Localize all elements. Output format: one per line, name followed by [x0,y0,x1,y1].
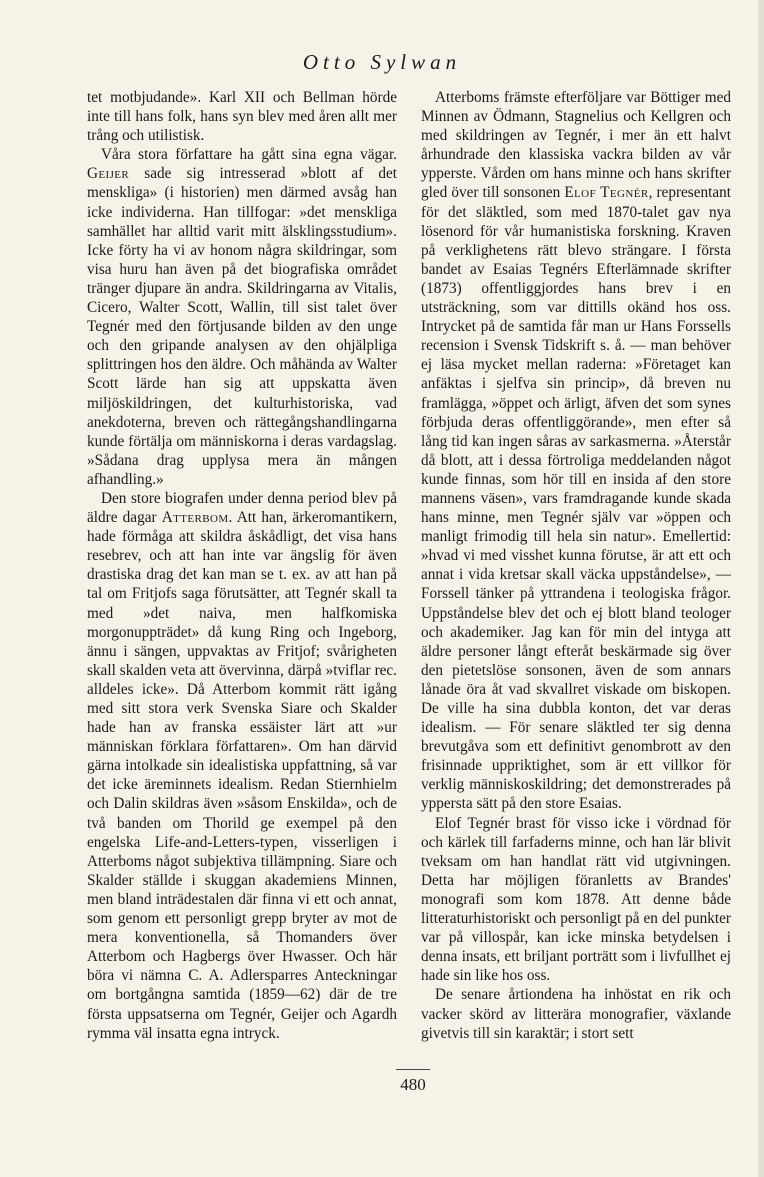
right-column-paragraph [421,985,731,1042]
text-run: Våra stora författare ha gått sina egna vägar. [101,146,397,164]
right-column [421,88,731,1043]
page-number: 480 [400,1075,426,1094]
name-smallcaps: Atterbom [161,509,229,527]
running-header: Otto Sylwan [302,50,462,74]
name-smallcaps: Elof Tegnér [564,184,649,202]
text-run: , representant för det släktled, som med 1870-talet gav nya lösenord för vår humanistiska forskning. Kraven på verklighetens rätt blevo strängare. I första bandet av Esaias Tegnérs Efterlämnade skrifter (1873) offentliggjordes hans brev i en utsträckning, som var dittills okänd hos oss. Intrycket på de samtida får man ur Hans Forssells recension i Svensk Tidskrift s. å. — man behöver ej läsa mycket mellan raderna: »Företaget kan anfäktas i sjelfva sin princip», då breven nu framlägga, »öppet och ärligt, äfven det som synes förbjuda deras offentliggörande», men efter så lång tid kan ingen såras av sarkasmerna. »Återstår då blott, att i dessa förtroliga meddelanden något kunde finnas, som hör till en insida af den store mannens väsen», vars framdragande kunde skada hans minne, men Tegnér själv var »öppen och manligt frimodig till hela sin natur». Emellertid: »hvad vi med visshet kunna förutse, är att ett och annat i vida kretsar skall väcka uppståndelse», — Forssell tänker på yttrandena i teologiska frågor. Uppståndelse blev det och ej blott bland teologer och akademiker. Jag kan för min del intyga att äldre personer långt efteråt beskärmade sig över den pietetslöse sonsonen, även de som annars lånade öra åt vad skvallret viskade om biskopen. De ville ha sina dubbla konton, det var deras idealism. — För senare släktled ter sig denna brevutgåva som ett definitivt genombrott av den frisinnade uppriktighet, som är ett villkor för verklig människoskildring; det demonstrerades på yppersta sätt på den store Esaias. [421,184,731,813]
text-run: sade sig intresserad »blott af det menskliga» (i historien) men därmed avsåg han icke individerna. Han tillfogar: »det menskliga samhället har alltid varit mitt älsklingsstudium». Icke förty ha vi av honom några skildringar, som visa huru han även på det biografiska området tränger djupare än andra. Skildringarna av Vitalis, Cicero, Walter Scott, Wallin, till sist talet över Tegnér med den förtjusande bilden av den unge och den gripande analysen av den ohjälpliga splittringen hos den äldre. Och måhända av Walter Scott lärde han sig att uppskatta även miljöskildringen, det kulturhistoriska, vad anekdoterna, breven och rättegångshandlingarna kunde förtälja om människorna i deras vardagslag. »Sådana drag upplysa mera än mången afhandling.» [87,165,397,488]
text-run: De senare årtiondena ha inhöstat en rik och vacker skörd av litterära monografier, växlande givetvis till sin karaktär; i stort sett [421,986,731,1042]
left-column [87,88,397,1043]
page-edge [758,0,764,1177]
footer-rule [396,1069,430,1070]
text-run: Den store biografen under denna period blev på äldre dagar [87,489,397,527]
left-column-paragraph [87,145,397,489]
right-column-paragraph [421,814,731,986]
text-run: Atterboms främste efterföljare var Böttiger med Minnen av Ödmann, Stagnelius och Kellgren och med skildringen av Tegnér, i mer än ett halvt århundrade den klassiska vackra bilden av vår ypperste. Vården om hans minne och hans skrifter gled över till sonsonen [421,89,731,202]
left-column-paragraph [87,489,397,1043]
text-run: . Att han, ärkeromantikern, hade förmåga att skildra åskådligt, det visa hans resebrev, och att han inte var ängslig för även drastiska drag det kan man se t. ex. av att han på tal om Fritjofs saga förutsätter, att Tegnér skall ta med »det naiva, men halfkomiska morgonuppträdet» då kung Ring och Ingeborg, ännu i sängen, uppvaktas av Fritjof; svårigheten skall skalden veta att övervinna, därpå »tviflar rec. alldeles icke». Då Atterbom kommit rätt igång med sitt stora verk Svenska Siare och Skalder hade han av franska essäister lärt att »ur människan förklara författaren». Om han därvid gärna intolkade sin idealistiska uppfattning, så var det icke äreminnets idealism. Redan Stiernhielm och Dalin skildras även »såsom Enskilda», och de två banden om Thorild ge exempel på den engelska Life-and-Letters-typen, visserligen i Atterboms något subjektiva tillämpning. Siare och Skalder ställde i skuggan akademiens Minnen, men bland inträdestalen där finna vi ett och annat, som genom ett personligt grepp bryter av mot de mera konventionella, så Thomanders över Atterbom och Hagbergs över Hwasser. Och här böra vi nämna C. A. Adlersparres Anteckningar om bortgångna samtida (1859—62) där de tre första uppsatserna om Tegnér, Geijer och Agardh rymma väl insatta egna intryck. [87,509,398,1042]
name-smallcaps: Geijer [87,165,130,183]
text-run: Elof Tegnér brast för visso icke i vördnad för och kärlek till farfaderns minne, och han lär blivit tveksam om han handlat rätt vid utgivningen. Detta har möjligen föranletts av Brandes' monografi som kom 1878. Att denne både litteraturhistoriskt och personligt på en del punkter var på villospår, kan icke minska betydelsen i denna insats, ett briljant porträtt som i livfullhet ej hade sin like hos oss. [421,814,731,985]
text-run: tet motbjudande». Karl XII och Bellman hörde inte till hans folk, hans syn blev med åren allt mer trång och utilistisk. [87,89,397,145]
right-column-paragraph [421,88,731,814]
left-column-paragraph [87,88,397,145]
